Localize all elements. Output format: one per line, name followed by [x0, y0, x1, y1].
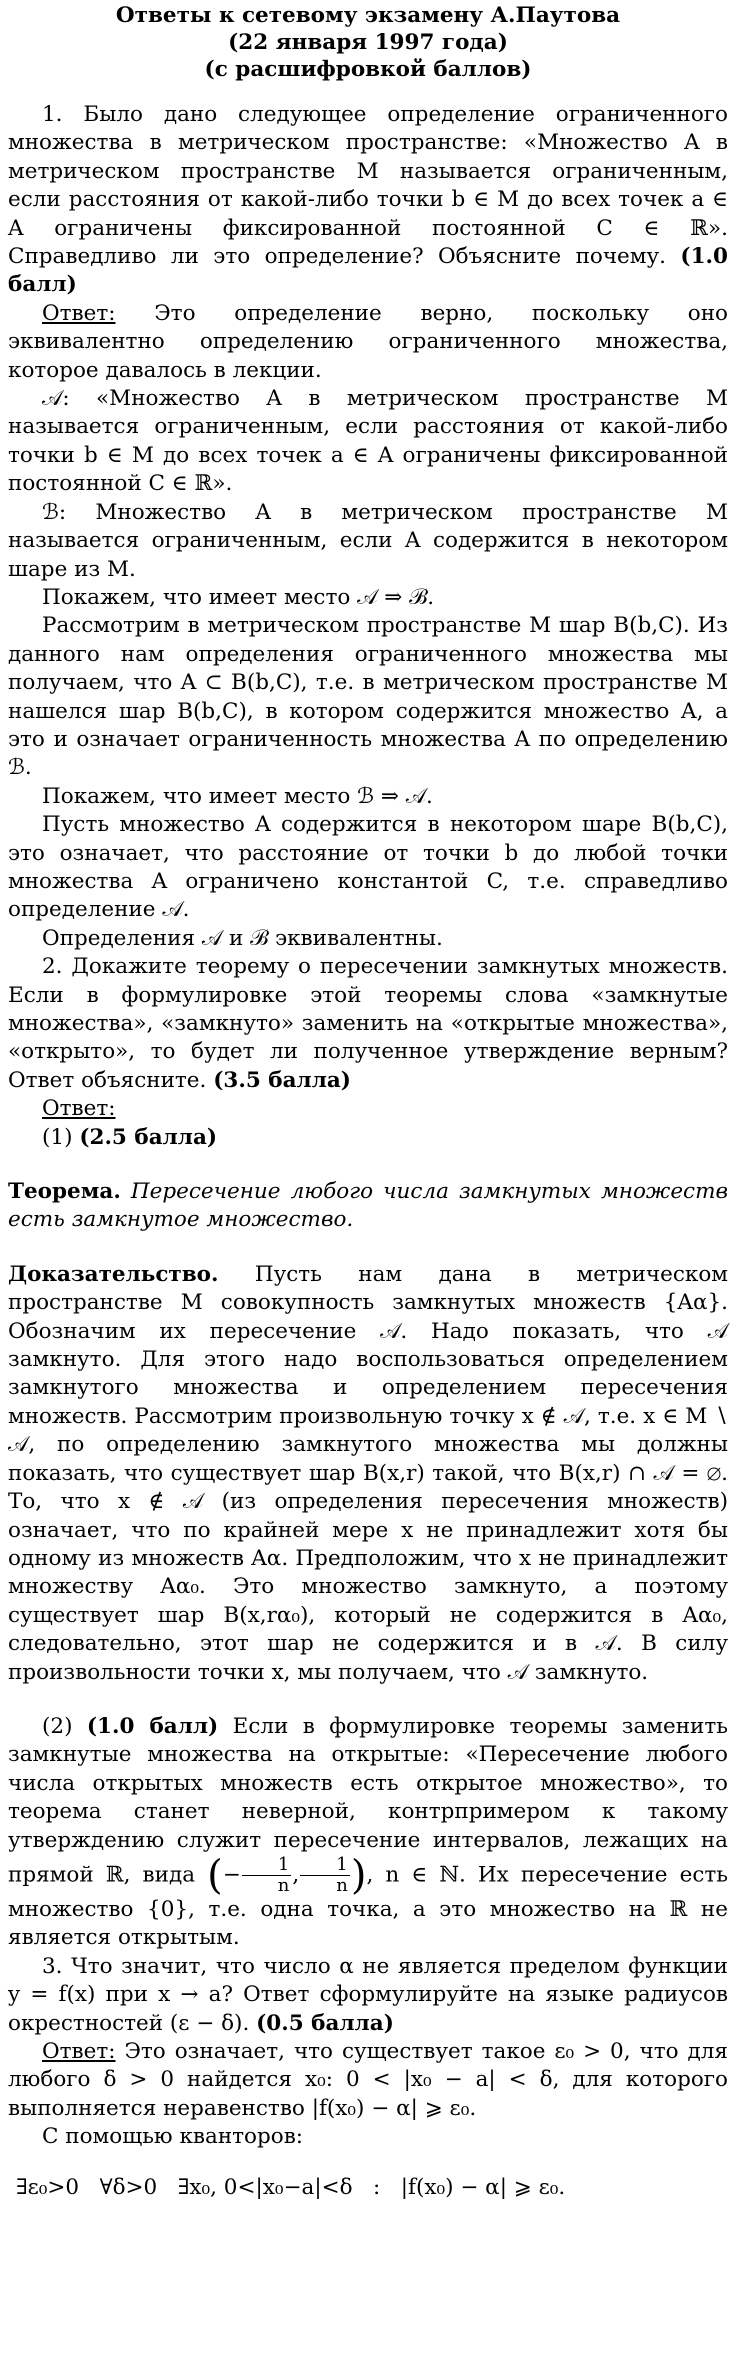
fraction-denominator: n	[277, 1874, 290, 1896]
q1-answer	[8, 300, 728, 385]
q2-part2-text-b: , n ∈ ℕ. Их пересечение есть множество {0}, т.е. одна точка, а это множество на ℝ не является открытым.	[8, 1862, 728, 1951]
header	[8, 2, 728, 83]
q2-theorem	[8, 1178, 728, 1235]
q2-question-text: Докажите теорему о пересечении замкнутых множеств. Если в формулировке этой теоремы слова «замкнутые множества», «замкнуто» заменить на «открытые множества», «открыто», то будет ли полученное утверждение верным? Ответ объясните.	[8, 954, 728, 1093]
q2-answer-label-line	[8, 1095, 728, 1123]
fraction-right	[300, 1855, 350, 1896]
q2-points: (3.5 балла)	[213, 1067, 351, 1093]
q2-part2: (2) (1.0 балл) Если в формулировке теоремы заменить замкнутые множества на открытые: «Пересечение любого числа открытых множеств есть открытое множество», то теорема станет неверной, контрпримером к такому утверждению служит пересечение интервалов, лежащих на прямой ℝ, вида (− $\frac{1}{n}$ , $\frac{1}{n}$ ), n ∈ ℕ. Их пересечение есть множество {0}, т.е. одна точка, а это множество на ℝ не является открытым.	[8, 1713, 728, 1951]
q3-answer-text: Это означает, что существует такое ε₀ > 0, что для любого δ > 0 найдется x₀: 0 < |x₀ − a| < δ, для которого выполняется неравенство |f(x₀) − α| ⩾ ε₀.	[8, 2039, 728, 2121]
q3-question-text: Что значит, что число α не является пределом функции y = f(x) при x → a? Ответ сформулируйте на языке радиусов окрестностей (ε − δ).	[8, 1953, 728, 2036]
theorem-label: Теорема.	[8, 1179, 121, 1205]
q2-part1-label: (1)	[42, 1124, 73, 1150]
proof-label: Доказательство.	[8, 1261, 219, 1287]
q3-question	[8, 1953, 728, 2038]
fraction-numerator: 1	[300, 1855, 350, 1876]
q1-def-a: 𝒜: «Множество A в метрическом пространстве M называется ограниченным, если расстояния от какой-либо точки b ∈ M до всех точек a ∈ A ограничены фиксированной постоянной C ∈ ℝ».	[8, 386, 728, 497]
q3-quantifiers-intro: С помощью кванторов:	[42, 2124, 304, 2150]
q1-question-text: Было дано следующее определение ограниченного множества в метрическом пространстве: «Множество A в метрическом пространстве M называется ограниченным, если расстояния от какой-либо точки b ∈ M до всех точек a ∈ A ограничены фиксированной постоянной C ∈ ℝ». Справедливо ли это определение? Объясните почему.	[8, 102, 728, 270]
proof-text: Пусть нам дана в метрическом пространстве M совокупность замкнутых множеств {Aα}. Обозначим их пересечение 𝒜. Надо показать, что 𝒜 замкнуто. Для этого надо воспользоваться определением замкнутого множества и определением пересечения множеств. Рассмотрим произвольную точку x ∉ 𝒜, т.е. x ∈ M ∖ 𝒜, по определению замкнутого множества мы должны показать, что существует шар B(x,r) такой, что B(x,r) ∩ 𝒜 = ∅. То, что x ∉ 𝒜 (из определения пересечения множеств) означает, что по крайней мере x не принадлежит хотя бы одному из множеств Aα. Предположим, что x не принадлежит множеству Aα₀. Это множество замкнуто, а поэтому существует шар B(x,rα₀), который не содержится в Aα₀, следовательно, этот шар не содержится и в 𝒜. В силу произвольности точки x, мы получаем, что 𝒜 замкнуто.	[8, 1261, 728, 1685]
q1-proof-ab: Рассмотрим в метрическом пространстве M шар B(b,C). Из данного нам определения ограниченного множества мы получаем, что A ⊂ B(b,C), т.е. в метрическом пространстве M нашелся шар B(b,C), в котором содержится множество A, а это и означает ограниченность множества A по определению ℬ.	[8, 613, 728, 781]
q3-formula: ∃ε₀>0 ∀δ>0 ∃x₀, 0<|x₀−a|<δ : |f(x₀) − α| ⩾ ε₀.	[16, 2174, 566, 2200]
fraction-numerator: 1	[242, 1855, 292, 1876]
q2-proof	[8, 1261, 728, 1687]
paren-open: (	[207, 1852, 223, 1899]
q2-number: 2.	[42, 954, 63, 980]
q3-answer-label: Ответ:	[42, 2039, 116, 2064]
spacer	[8, 1235, 728, 1261]
exam-date: (22 января 1997 года)	[228, 30, 508, 55]
q3-points: (0.5 балла)	[256, 2010, 394, 2036]
q1-question	[8, 101, 728, 300]
q1-def-b: ℬ: Множество A в метрическом пространстве M называется ограниченным, если A содержится в некотором шаре из M.	[8, 499, 728, 582]
theorem-text: Пересечение любого числа замкнутых множеств есть замкнутое множество.	[8, 1179, 728, 1233]
q1-show-ba: Покажем, что имеет место ℬ ⇒ 𝒜.	[42, 783, 433, 809]
q2-part1-heading	[8, 1124, 728, 1152]
q2-part2-label: (2)	[42, 1713, 73, 1739]
q1-conclusion: Определения 𝒜 и ℬ эквивалентны.	[42, 925, 443, 951]
page-title: Ответы к сетевому экзамену А.Паутова	[115, 3, 621, 28]
q2-part2-text-a: Если в формулировке теоремы заменить замкнутые множества на открытые: «Пересечение любого числа открытых множеств есть открытое множество», то теорема станет неверной, контрпримером к такому утверждению служит пересечение интервалов, лежащих на прямой ℝ, вида	[8, 1713, 728, 1888]
page-subtitle: (с расшифровкой баллов)	[204, 57, 532, 82]
fraction-denominator: n	[336, 1874, 348, 1896]
spacer	[8, 1152, 728, 1178]
minus-sign: −	[222, 1862, 241, 1888]
q1-points: (1.0 балл)	[8, 244, 728, 298]
q2-part1-points: (2.5 балла)	[79, 1124, 218, 1150]
q1-answer-label: Ответ:	[42, 300, 116, 326]
spacer	[8, 1687, 728, 1713]
q3-number: 3.	[42, 1953, 63, 1979]
q1-show-ab: Покажем, что имеет место 𝒜 ⇒ ℬ.	[42, 584, 435, 610]
fraction-left	[242, 1855, 292, 1896]
q1-answer-text: Это определение верно, поскольку оно эквивалентно определению ограниченного множества, которое давалось в лекции.	[8, 300, 728, 383]
q1-proof-ba: Пусть множество A содержится в некотором шаре B(b,C), это означает, что расстояние от точки b до любой точки множества A ограничено константой C, т.е. справедливо определение 𝒜.	[8, 812, 728, 923]
q1-number: 1.	[42, 102, 63, 127]
paren-close: )	[350, 1852, 367, 1899]
q2-question	[8, 953, 728, 1095]
q3-answer	[8, 2038, 728, 2123]
q2-part2-points: (1.0 балл)	[86, 1713, 219, 1739]
q2-answer-label: Ответ:	[42, 1096, 116, 1122]
